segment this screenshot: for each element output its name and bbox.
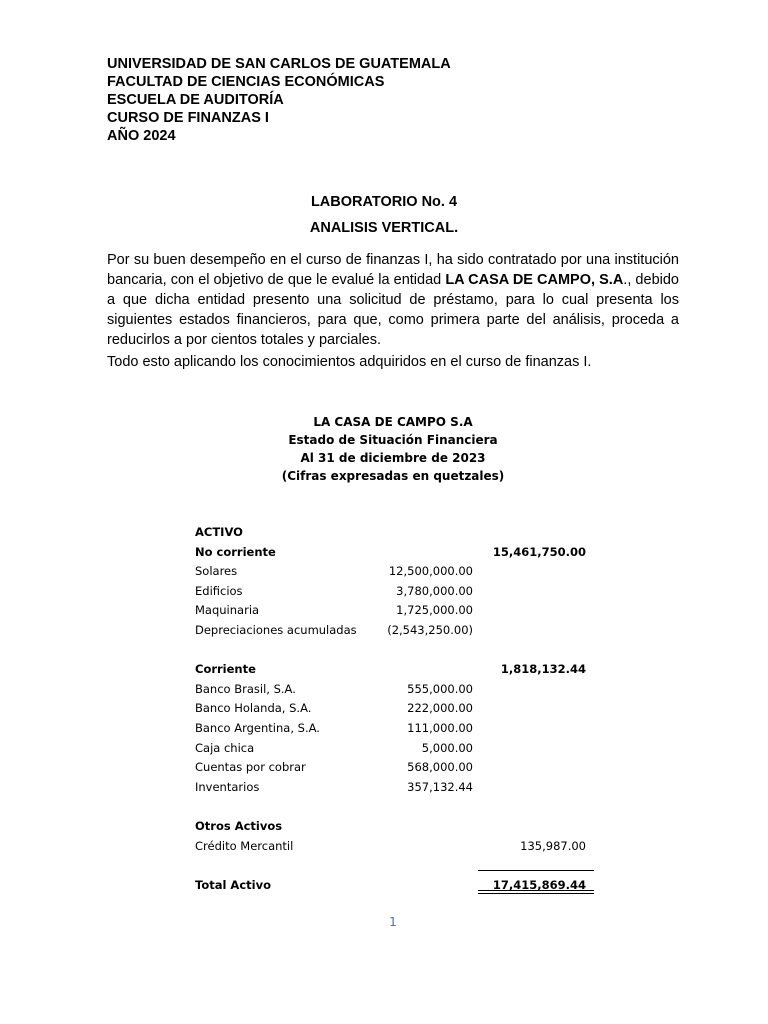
item-label: Caja chica <box>195 740 255 755</box>
item-amount: (2,543,250.00) <box>387 622 473 637</box>
subsection-row <box>195 660 593 680</box>
corriente-label: Corriente <box>195 662 256 677</box>
page-number: 1 <box>389 915 397 929</box>
row-spacer <box>195 856 593 876</box>
item-amount: 12,500,000.00 <box>388 564 473 579</box>
table-row <box>195 582 593 602</box>
item-total: 135,987.00 <box>520 838 586 853</box>
statement-heading <box>0 413 768 485</box>
item-label: Maquinaria <box>195 603 260 618</box>
table-row <box>195 680 593 700</box>
item-amount: 5,000.00 <box>421 740 473 755</box>
school-name: ESCUELA DE AUDITORÍA <box>107 92 284 108</box>
table-row <box>195 837 593 857</box>
section-row <box>195 523 593 543</box>
subsection-row <box>195 817 593 837</box>
year-label: AÑO 2024 <box>107 128 176 144</box>
item-label: Inventarios <box>195 779 260 794</box>
total-activo-label: Total Activo <box>195 877 271 892</box>
row-spacer <box>195 797 593 817</box>
faculty-name: FACULTAD DE CIENCIAS ECONÓMICAS <box>107 74 385 90</box>
institution-header <box>107 55 451 145</box>
closing-paragraph: Todo esto aplicando los conocimientos adquiridos en el curso de finanzas I. <box>107 354 592 370</box>
item-amount: 1,725,000.00 <box>396 603 473 618</box>
item-label: Banco Brasil, S.A. <box>195 681 296 696</box>
instructions-text-1: Por su buen desempeño en el curso de finanzas I, ha sido contratado por una institución bancaria, con el objetivo de que le evalué la entidad <box>107 252 679 288</box>
subsection-row <box>195 543 593 563</box>
table-row <box>195 739 593 759</box>
item-label: Depreciaciones acumuladas <box>195 622 357 637</box>
item-label: Banco Argentina, S.A. <box>195 720 320 735</box>
item-label: Crédito Mercantil <box>195 838 294 853</box>
instructions-text-2: ., debido a que dicha entidad presento una solicitud de préstamo, para lo cual presenta los siguientes estados financieros, para que, como primera parte del análisis, proceda a reducirlos a por cientos totales y parciales. <box>107 272 679 348</box>
total-double-underline <box>478 890 594 894</box>
table-row <box>195 758 593 778</box>
no-corriente-total: 15,461,750.00 <box>492 544 586 559</box>
table-row <box>195 699 593 719</box>
instructions-paragraph <box>107 250 679 350</box>
item-amount: 357,132.44 <box>407 779 473 794</box>
item-label: Edificios <box>195 583 243 598</box>
corriente-total: 1,818,132.44 <box>500 662 586 677</box>
statement-company: LA CASA DE CAMPO S.A <box>313 415 473 429</box>
item-amount: 222,000.00 <box>407 701 473 716</box>
no-corriente-label: No corriente <box>195 544 276 559</box>
total-top-rule <box>478 870 594 871</box>
otros-activos-label: Otros Activos <box>195 818 283 833</box>
item-amount: 568,000.00 <box>407 760 473 775</box>
table-row <box>195 601 593 621</box>
course-name: CURSO DE FINANZAS I <box>107 110 269 126</box>
lab-subtitle: ANALISIS VERTICAL. <box>309 220 459 236</box>
table-row <box>195 621 593 641</box>
activo-heading: ACTIVO <box>195 525 243 539</box>
table-row <box>195 719 593 739</box>
table-row <box>195 562 593 582</box>
university-name: UNIVERSIDAD DE SAN CARLOS DE GUATEMALA <box>107 56 451 72</box>
item-label: Banco Holanda, S.A. <box>195 701 312 716</box>
table-row <box>195 778 593 798</box>
company-name-bold: LA CASA DE CAMPO, S.A <box>445 272 624 288</box>
item-label: Cuentas por cobrar <box>195 760 306 775</box>
statement-name: Estado de Situación Financiera <box>288 433 498 447</box>
statement-date: Al 31 de diciembre de 2023 <box>300 451 486 465</box>
item-amount: 3,780,000.00 <box>396 583 473 598</box>
item-amount: 555,000.00 <box>407 681 473 696</box>
lab-title: LABORATORIO No. 4 <box>310 194 458 210</box>
row-spacer <box>195 641 593 661</box>
item-amount: 111,000.00 <box>407 720 473 735</box>
balance-sheet-table <box>195 523 593 895</box>
statement-units: (Cifras expresadas en quetzales) <box>281 469 505 483</box>
total-activo-value: 17,415,869.44 <box>492 877 586 892</box>
item-label: Solares <box>195 564 238 579</box>
